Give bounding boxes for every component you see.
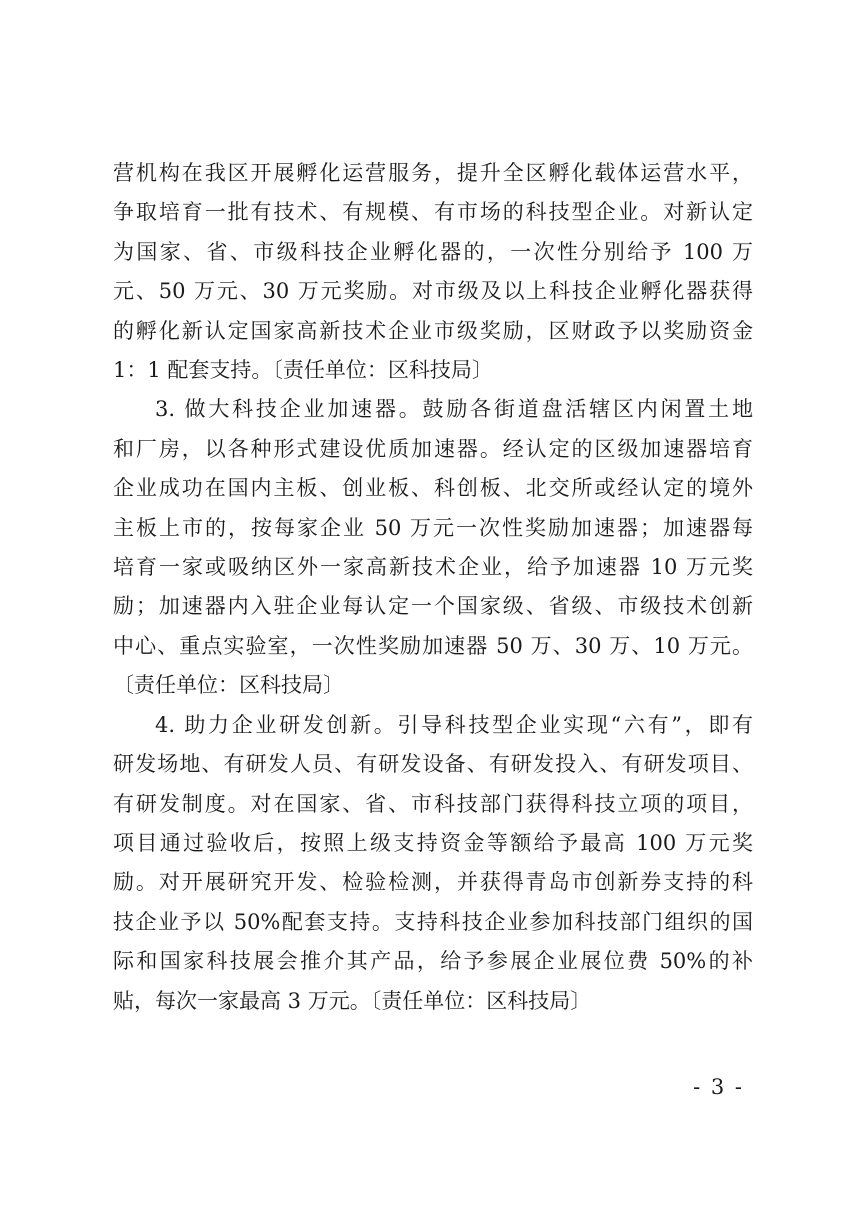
text-line: 贴，每次一家最高 3 万元。〔责任单位：区科技局〕 [113,988,592,1013]
text-line: 的孵化新认定国家高新技术企业市级奖励，区财政予以奖励资金 [113,318,753,343]
text-line: 际和国家科技展会推介其产品，给予参展企业展位费 50%的补 [113,949,753,974]
text-line: 为国家、省、市级科技企业孵化器的，一次性分别给予 100 万 [113,239,753,264]
text-line: 有研发制度。对在国家、省、市科技部门获得科技立项的项目， [113,791,753,816]
page-number: - 3 - [693,1075,744,1099]
text-line: 主板上市的，按每家企业 50 万元一次性奖励加速器；加速器每 [113,515,753,540]
text-line: 研发场地、有研发人员、有研发设备、有研发投入、有研发项目、 [113,752,753,777]
paragraph-rnd-innovation [113,706,753,1021]
text-line: 〔责任单位：区科技局〕 [113,673,344,698]
text-line: 技企业予以 50%配套支持。支持科技企业参加科技部门组织的国 [113,909,753,934]
text-line: 元、50 万元、30 万元奖励。对市级及以上科技企业孵化器获得 [113,279,753,304]
text-line: 企业成功在国内主板、创业板、科创板、北交所或经认定的境外 [113,476,753,501]
document-body [113,154,753,1021]
text-line: 1：1 配套支持。〔责任单位：区科技局〕 [113,358,493,383]
paragraph-accelerator [113,390,753,705]
text-line: 励。对开展研究开发、检验检测，并获得青岛市创新券支持的科 [113,870,753,895]
text-line: 培育一家或吸纳区外一家高新技术企业，给予加速器 10 万元奖 [113,555,753,580]
text-line: 4. 助力企业研发创新。引导科技型企业实现“六有”，即有 [155,712,753,737]
text-line: 项目通过验收后，按照上级支持资金等额给予最高 100 万元奖 [113,830,753,855]
text-line: 和厂房，以各种形式建设优质加速器。经认定的区级加速器培育 [113,436,753,461]
paragraph-incubator-continuation [113,154,753,390]
text-line: 中心、重点实验室，一次性奖励加速器 50 万、30 万、10 万元。 [113,633,753,658]
text-line: 争取培育一批有技术、有规模、有市场的科技型企业。对新认定 [113,200,753,225]
text-line: 营机构在我区开展孵化运营服务，提升全区孵化载体运营水平， [113,161,753,185]
text-line: 3. 做大科技企业加速器。鼓励各街道盘活辖区内闲置土地 [155,397,753,422]
text-line: 励；加速器内入驻企业每认定一个国家级、省级、市级技术创新 [113,594,753,619]
